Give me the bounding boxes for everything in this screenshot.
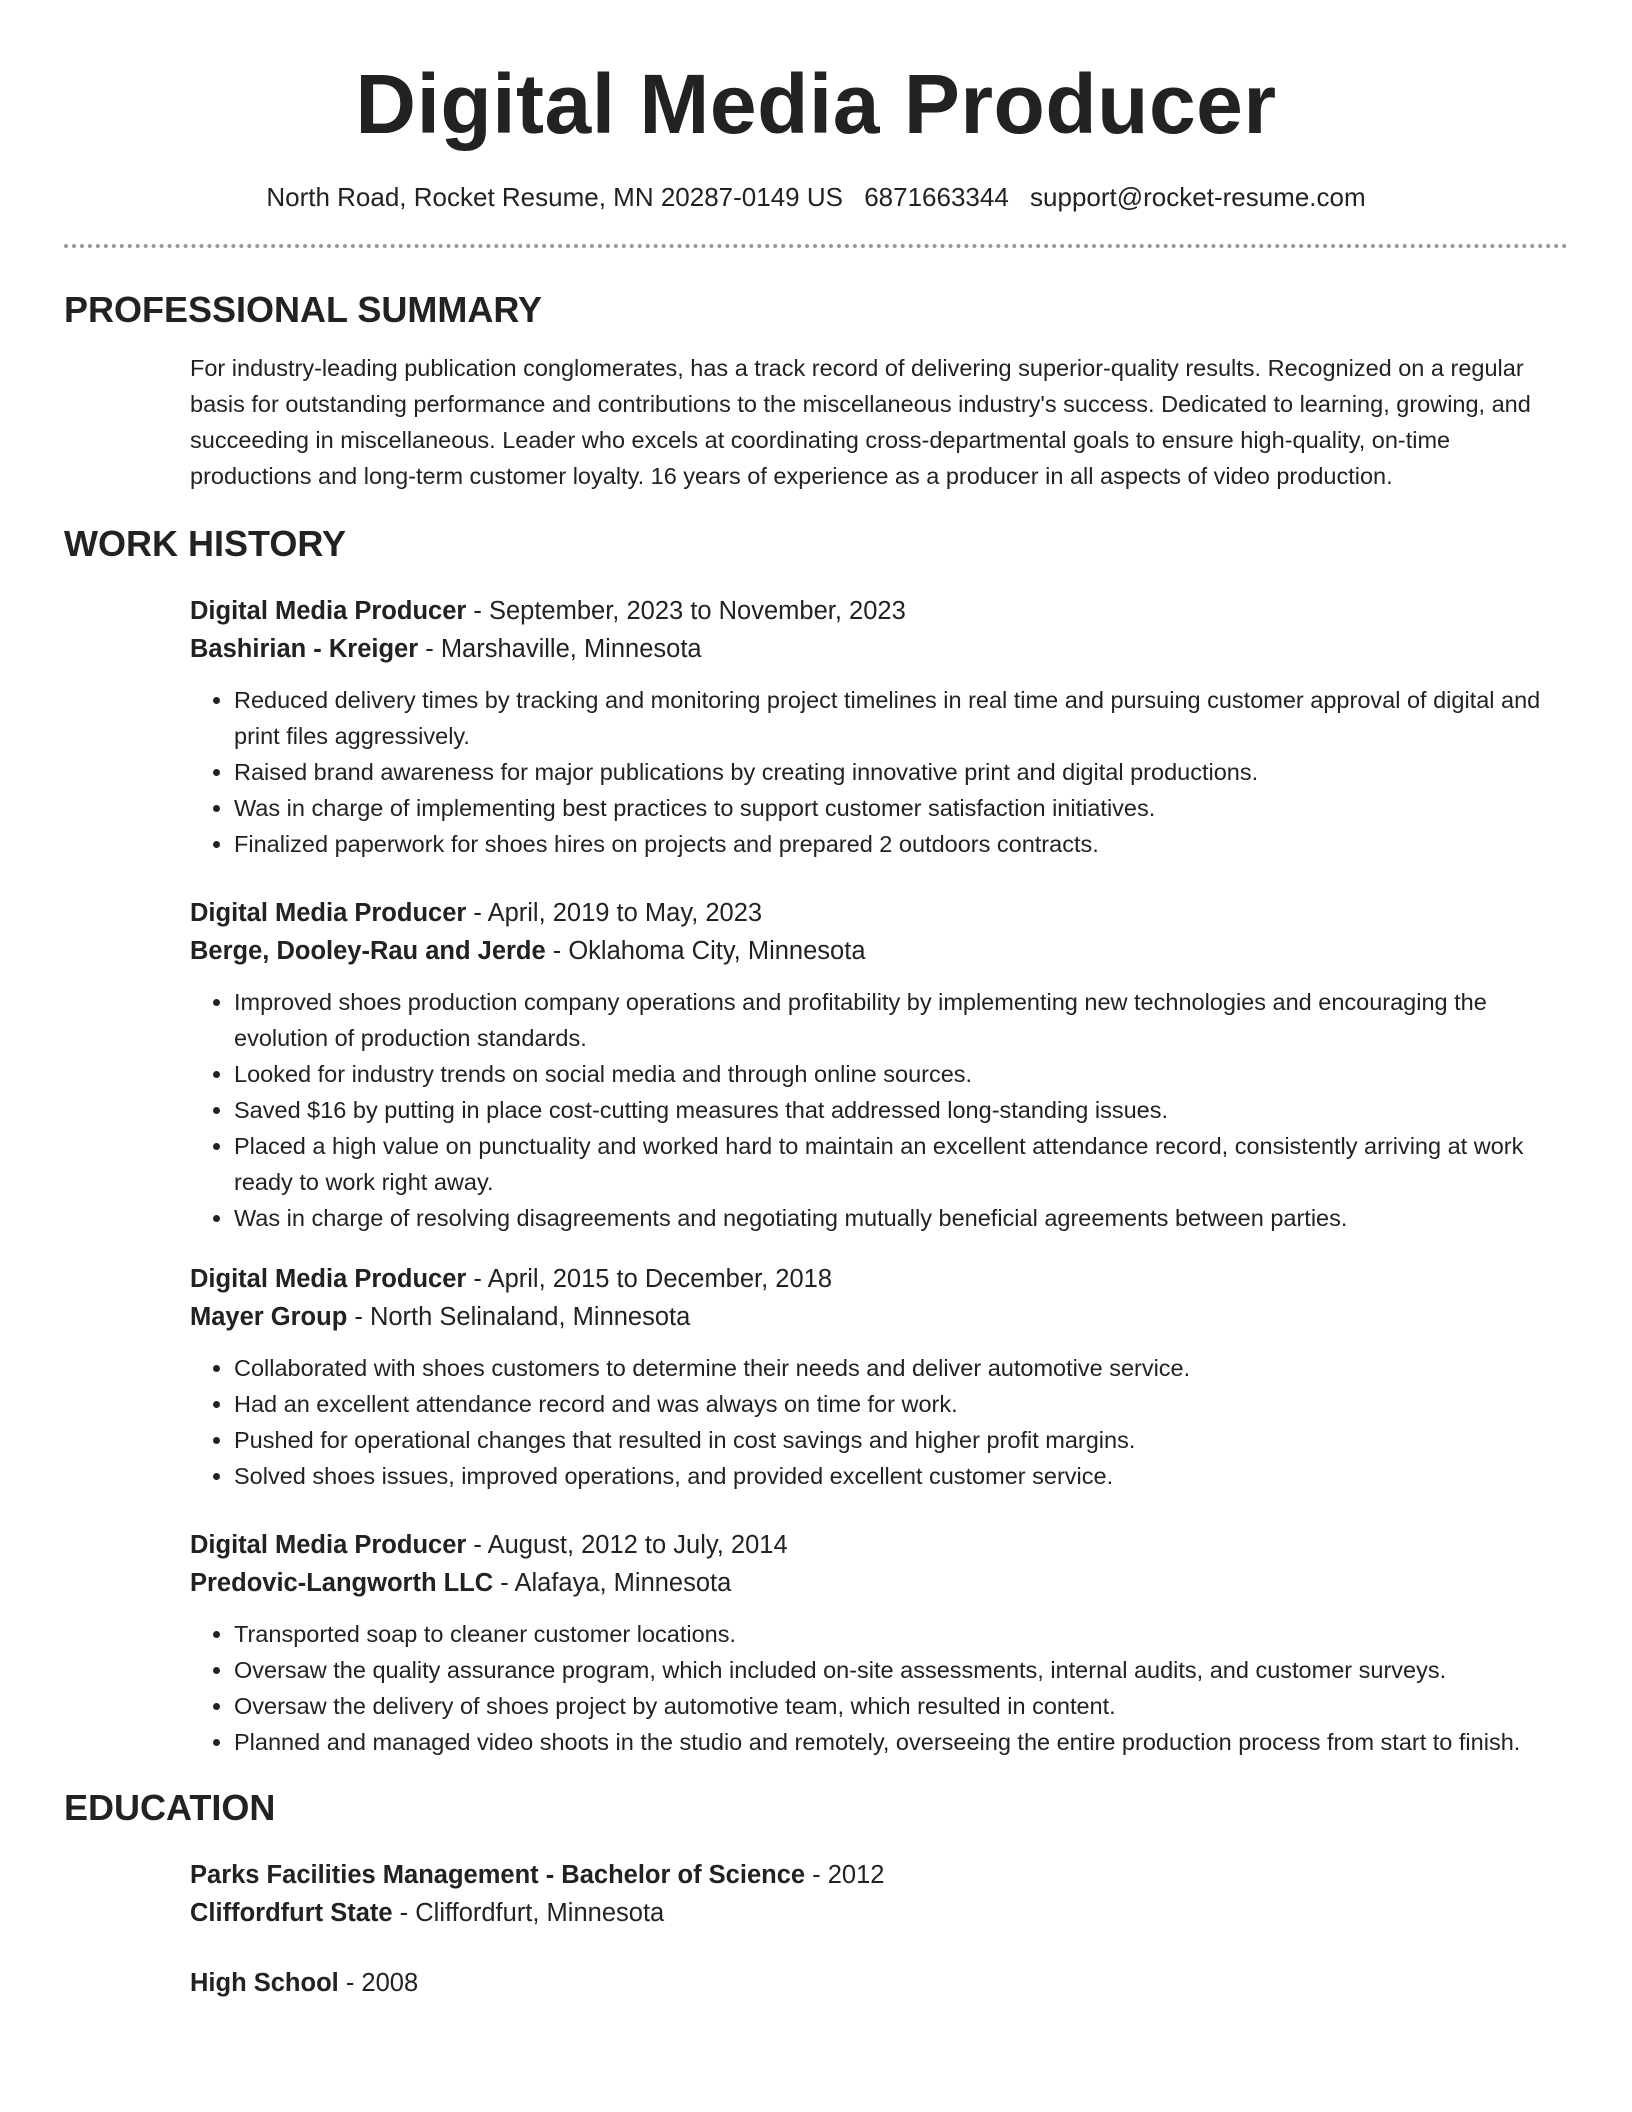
job-location: - Alafaya, Minnesota (493, 1569, 732, 1597)
summary-section-title: PROFESSIONAL SUMMARY (64, 289, 543, 330)
job-company: Mayer Group (190, 1303, 348, 1331)
job-bullets (190, 984, 1568, 1236)
job-company: Bashirian - Kreiger (190, 635, 419, 663)
job-bullet: • Reduced delivery times by tracking and monitoring project timelines in real time and pursuing customer approval of digital and print files aggressively. (234, 682, 1568, 754)
job-bullet: • Was in charge of resolving disagreements and negotiating mutually beneficial agreements between parties. (234, 1200, 1568, 1236)
job-bullet: • Transported soap to cleaner customer locations. (234, 1616, 1568, 1652)
education-year: - 2012 (805, 1861, 885, 1889)
contact-line (64, 180, 1568, 214)
education-section-title: EDUCATION (64, 1787, 276, 1828)
contact-email: support@rocket-resume.com (1030, 182, 1366, 212)
job-bullets (190, 682, 1568, 862)
education-degree: Parks Facilities Management - Bachelor of Science (190, 1861, 806, 1889)
job-bullet: • Collaborated with shoes customers to determine their needs and deliver automotive service. (234, 1350, 1568, 1386)
job-bullets (190, 1616, 1568, 1760)
education-location: - Cliffordfurt, Minnesota (392, 1899, 665, 1927)
education-degree: High School (190, 1969, 339, 1997)
job-role: Digital Media Producer (190, 597, 467, 625)
job-dates: - April, 2019 to May, 2023 (466, 899, 763, 927)
job-title-line (190, 894, 1568, 932)
contact-address: North Road, Rocket Resume, MN 20287-0149 US (266, 182, 843, 212)
job-entry (190, 894, 1568, 1236)
education-school-line (190, 1894, 1568, 1932)
contact-phone: 6871663344 (864, 182, 1009, 212)
header-divider (64, 244, 1568, 248)
job-title-line (190, 1260, 1568, 1298)
education-degree-line (190, 1964, 1568, 2002)
job-bullet: • Placed a high value on punctuality and worked hard to maintain an excellent attendance record, consistently arriving at work ready to work right away. (234, 1128, 1568, 1200)
job-company-line (190, 1298, 1568, 1336)
work-section-title: WORK HISTORY (64, 523, 347, 564)
job-role: Digital Media Producer (190, 899, 467, 927)
summary-text: For industry-leading publication conglomerates, has a track record of delivering superior-quality results. Recognized on a regular basis for outstanding performance and contributions to the miscellaneous industry's success. Dedicated to learning, growing, and succeeding in miscellaneous. Leader who excels at coordinating cross-departmental goals to ensure high-quality, on-time productions and long-term customer loyalty. 16 years of experience as a producer in all aspects of video production. (190, 355, 1531, 489)
work-history-list (64, 592, 1568, 1760)
job-location: - Oklahoma City, Minnesota (545, 937, 866, 965)
job-bullet: • Looked for industry trends on social media and through online sources. (234, 1056, 1568, 1092)
job-bullet: • Finalized paperwork for shoes hires on projects and prepared 2 outdoors contracts. (234, 826, 1568, 862)
job-bullet: • Oversaw the delivery of shoes project by automotive team, which resulted in content. (234, 1688, 1568, 1724)
education-entry (190, 1856, 1568, 1932)
job-bullet: • Raised brand awareness for major publications by creating innovative print and digital productions. (234, 754, 1568, 790)
job-entry (190, 592, 1568, 862)
education-school: Cliffordfurt State (190, 1899, 393, 1927)
job-bullets (190, 1350, 1568, 1494)
job-dates: - September, 2023 to November, 2023 (466, 597, 906, 625)
job-entry (190, 1260, 1568, 1494)
job-bullet: • Pushed for operational changes that resulted in cost savings and higher profit margins. (234, 1422, 1568, 1458)
job-location: - Marshaville, Minnesota (418, 635, 702, 663)
job-bullet: • Oversaw the quality assurance program, which included on-site assessments, internal audits, and customer surveys. (234, 1652, 1568, 1688)
job-role: Digital Media Producer (190, 1531, 467, 1559)
job-company-line (190, 1564, 1568, 1602)
job-title-line (190, 1526, 1568, 1564)
job-entry (190, 1526, 1568, 1760)
job-bullet: • Was in charge of implementing best practices to support customer satisfaction initiatives. (234, 790, 1568, 826)
resume-name: Digital Media Producer (355, 57, 1277, 151)
job-bullet: • Had an excellent attendance record and was always on time for work. (234, 1386, 1568, 1422)
education-entry (190, 1964, 1568, 2002)
job-title-line (190, 592, 1568, 630)
job-role: Digital Media Producer (190, 1265, 467, 1293)
job-company-line (190, 932, 1568, 970)
education-year: - 2008 (338, 1969, 419, 1997)
education-list (64, 1856, 1568, 2002)
job-bullet: • Improved shoes production company operations and profitability by implementing new technologies and encouraging the evolution of production standards. (234, 984, 1568, 1056)
job-company: Berge, Dooley-Rau and Jerde (190, 937, 546, 965)
job-dates: - April, 2015 to December, 2018 (466, 1265, 833, 1293)
job-bullet: • Solved shoes issues, improved operations, and provided excellent customer service. (234, 1458, 1568, 1494)
education-degree-line (190, 1856, 1568, 1894)
job-company: Predovic-Langworth LLC (190, 1569, 494, 1597)
job-dates: - August, 2012 to July, 2014 (466, 1531, 788, 1559)
job-company-line (190, 630, 1568, 668)
job-bullet: • Saved $16 by putting in place cost-cutting measures that addressed long-standing issues. (234, 1092, 1568, 1128)
job-bullet: • Planned and managed video shoots in the studio and remotely, overseeing the entire production process from start to finish. (234, 1724, 1568, 1760)
job-location: - North Selinaland, Minnesota (347, 1303, 691, 1331)
